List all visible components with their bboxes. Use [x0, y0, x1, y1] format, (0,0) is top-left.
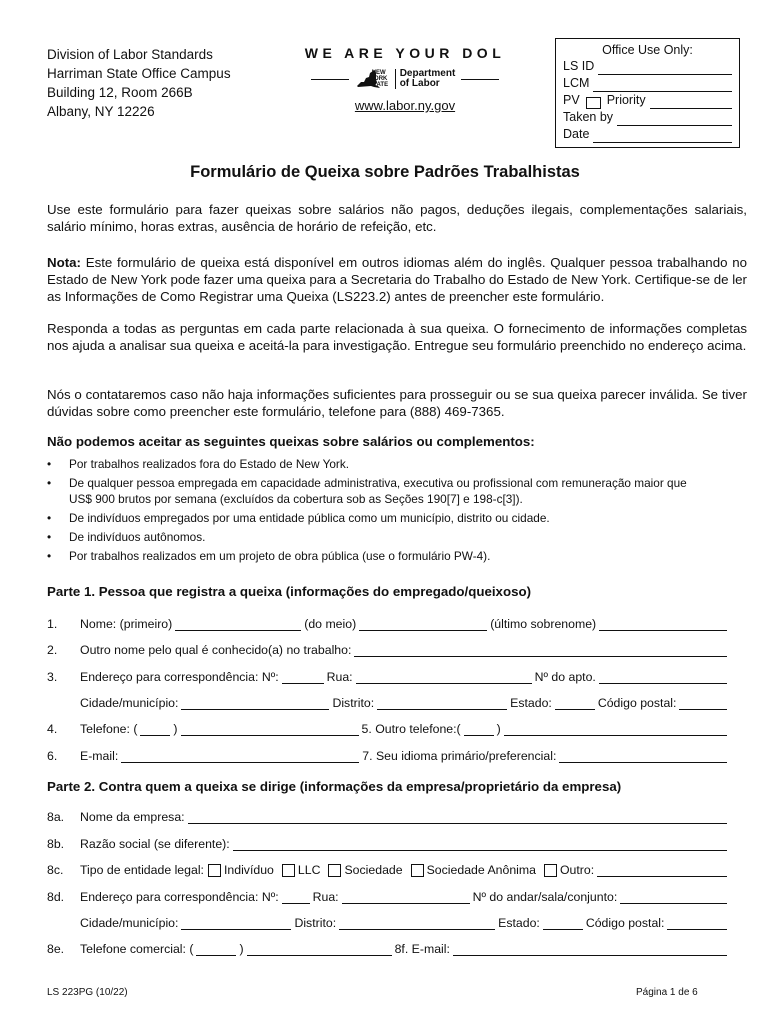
floor-suite-field[interactable]: [620, 891, 727, 904]
lcm-row: LCM: [563, 75, 732, 92]
taken-by-row: Taken by: [563, 109, 732, 126]
company-street-field[interactable]: [342, 891, 470, 904]
other-name-field[interactable]: [354, 644, 727, 657]
date-row: Date: [563, 126, 732, 143]
company-phone-field[interactable]: [247, 943, 392, 956]
company-state-field[interactable]: [543, 917, 583, 930]
zip-field[interactable]: [679, 697, 727, 710]
note-text: Este formulário de queixa está disponível em outros idiomas além do inglês. Qualquer pessoa trabalhando no Estado de New York pode fazer uma queixa para a Secretaria do Trabalho do Estado de New York. Certifique-se de ler as Informações de Como Registrar uma Queixa (LS223.2) antes de preencher este formulário.: [47, 255, 747, 304]
office-use-title: Office Use Only:: [602, 43, 693, 57]
city-field[interactable]: [181, 697, 329, 710]
address-line: Harriman State Office Campus: [47, 66, 231, 81]
respond-paragraph: Responda a todas as perguntas em cada parte relacionada à sua queixa. O fornecimento de informações completas nos ajuda a analisar sua queixa e aceitá-la para investigação. Entregue seu formulário preenchido no endereço acima.: [47, 321, 747, 353]
legal-name-field[interactable]: [233, 838, 727, 851]
other-entity-checkbox[interactable]: [544, 864, 557, 877]
address-number-field[interactable]: [282, 671, 324, 684]
city-row: Cidade/município: Distrito: Estado: Código postal:: [47, 694, 730, 710]
address-row: 3. Endereço para correspondência: Nº: Rua: Nº do apto.: [47, 668, 730, 684]
pv-checkbox[interactable]: [586, 97, 601, 109]
list-item: • De indivíduos autônomos.: [47, 530, 206, 544]
agency-address: [47, 45, 231, 121]
company-name-field[interactable]: [188, 811, 727, 824]
middle-name-field[interactable]: [359, 618, 487, 631]
dol-website-link[interactable]: www.labor.ny.gov: [354, 98, 456, 113]
dept-of-labor-wordmark: Department of Labor: [395, 69, 456, 89]
company-row: 8a. Nome da empresa:: [47, 808, 730, 824]
page-number: Página 1 de 6: [636, 987, 698, 998]
list-item: • De qualquer pessoa empregada em capacidade administrativa, executiva ou profissional com remuneração maior que US$ 900 brutos por semana (excluídos da cobertura sob as Seções 190[7] e 198-c[3]).: [47, 476, 687, 506]
apt-field[interactable]: [599, 671, 727, 684]
dol-tagline: WE ARE YOUR DOL: [304, 45, 506, 61]
llc-checkbox[interactable]: [282, 864, 295, 877]
list-item: • De indivíduos empregados por uma entidade pública como um município, distrito ou cidade.: [47, 511, 550, 525]
other-name-row: 2. Outro nome pelo qual é conhecido(a) no trabalho:: [47, 641, 730, 657]
phone-field[interactable]: [181, 723, 359, 736]
ls-id-row: LS ID: [563, 58, 732, 75]
lcm-field[interactable]: [593, 79, 732, 92]
individual-checkbox[interactable]: [208, 864, 221, 877]
list-item: • Por trabalhos realizados em um projeto de obra pública (use o formulário PW-4).: [47, 549, 491, 563]
name-row: 1. Nome: (primeiro) (do meio) (último sobrenome): [47, 615, 730, 631]
language-field[interactable]: [559, 750, 727, 763]
address-line: Division of Labor Standards: [47, 47, 213, 62]
part1-heading: Parte 1. Pessoa que registra a queixa (informações do empregado/queixoso): [47, 584, 532, 599]
date-field[interactable]: [593, 130, 732, 143]
state-field[interactable]: [555, 697, 595, 710]
office-use-box: [555, 38, 740, 148]
company-phone-row: 8e. Telefone comercial: ( ) 8f. E-mail:: [47, 940, 730, 956]
list-item: • Por trabalhos realizados fora do Estado de New York.: [47, 457, 350, 471]
area-code-field[interactable]: [140, 723, 170, 736]
cannot-accept-heading: Não podemos aceitar as seguintes queixas sobre salários ou complementos:: [47, 434, 535, 449]
exclusion-list: [47, 456, 747, 567]
street-field[interactable]: [356, 671, 532, 684]
entity-type-row: 8c. Tipo de entidade legal: Indivíduo LLC Sociedade Sociedade Anônima Outro:: [47, 861, 730, 877]
priority-field[interactable]: [650, 96, 732, 109]
company-city-field[interactable]: [181, 917, 291, 930]
ls-id-field[interactable]: [598, 62, 732, 75]
email-field[interactable]: [121, 750, 359, 763]
ny-state-map-icon: [355, 68, 395, 90]
taken-by-field[interactable]: [617, 113, 732, 126]
other-area-code-field[interactable]: [464, 723, 494, 736]
last-name-field[interactable]: [599, 618, 727, 631]
district-field[interactable]: [377, 697, 507, 710]
first-name-field[interactable]: [175, 618, 301, 631]
form-id: LS 223PG (10/22): [47, 987, 128, 998]
dol-logo: [300, 66, 510, 92]
other-entity-field[interactable]: [597, 864, 727, 877]
legal-name-row: 8b. Razão social (se diferente):: [47, 835, 730, 851]
company-address-number-field[interactable]: [282, 891, 310, 904]
address-line: Albany, NY 12226: [47, 104, 155, 119]
part2-heading: Parte 2. Contra quem a queixa se dirige (informações da empresa/proprietário da empresa): [47, 779, 622, 794]
company-zip-field[interactable]: [667, 917, 727, 930]
sa-checkbox[interactable]: [411, 864, 424, 877]
logo-rule-left: [311, 79, 349, 80]
address-line: Building 12, Room 266B: [47, 85, 193, 100]
dol-logo-block: [300, 45, 510, 113]
form-title: Formulário de Queixa sobre Padrões Trabalhistas: [190, 163, 580, 181]
other-phone-field[interactable]: [504, 723, 727, 736]
company-email-field[interactable]: [453, 943, 727, 956]
contact-paragraph: Nós o contataremos caso não haja informações suficientes para prosseguir ou se sua queixa parecer inválida. Se tiver dúvidas sobre como preencher este formulário, telefone para (888) 469-7365.: [47, 387, 747, 419]
company-city-row: Cidade/município: Distrito: Estado: Código postal:: [47, 914, 730, 930]
logo-rule-right: [461, 79, 499, 80]
note-label: Nota:: [47, 255, 81, 270]
company-address-row: 8d. Endereço para correspondência: Nº: Rua: Nº do andar/sala/conjunto:: [47, 888, 730, 904]
note-paragraph: [47, 254, 747, 305]
society-checkbox[interactable]: [328, 864, 341, 877]
intro-paragraph: Use este formulário para fazer queixas sobre salários não pagos, deduções ilegais, complementações salariais, salário mínimo, horas extras, ausência de horário de refeição, etc.: [47, 202, 747, 234]
company-district-field[interactable]: [339, 917, 495, 930]
company-area-code-field[interactable]: [196, 943, 236, 956]
phone-row: 4. Telefone: ( ) 5. Outro telefone:( ): [47, 720, 730, 736]
ny-state-text: NEW YORK STATE: [369, 70, 389, 88]
email-row: 6. E-mail: 7. Seu idioma primário/preferencial:: [47, 747, 730, 763]
pv-row: PV Priority: [563, 92, 732, 109]
